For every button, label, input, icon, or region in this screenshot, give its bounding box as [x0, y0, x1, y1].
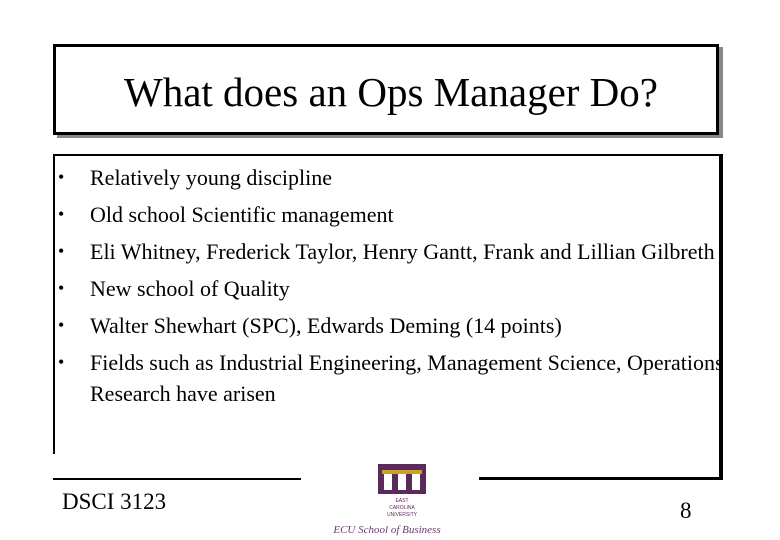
- bullet-text: Fields such as Industrial Engineering, Management Science, Operations Research have arisen: [90, 350, 724, 406]
- bullet-icon: •: [58, 241, 65, 261]
- ecu-logo: [312, 462, 462, 540]
- page-number: 8: [680, 498, 692, 523]
- bullet-text: Relatively young discipline: [90, 165, 332, 190]
- bullet-item: [58, 347, 728, 409]
- bullet-item: [58, 199, 728, 230]
- bullet-list: [58, 162, 728, 415]
- bullet-item: [58, 162, 728, 193]
- logo-line-3: UNIVERSITY: [386, 512, 418, 518]
- bullet-icon: •: [58, 315, 65, 335]
- logo-line-1: EAST: [395, 498, 409, 504]
- ecu-logo-mark-icon: [312, 462, 462, 524]
- bullet-icon: •: [58, 204, 65, 224]
- slide-title-box: [53, 44, 719, 135]
- bullet-item: [58, 236, 728, 267]
- bullet-text: Eli Whitney, Frederick Taylor, Henry Gantt, Frank and Lillian Gilbreth: [90, 239, 715, 264]
- bullet-item: [58, 310, 728, 341]
- bullet-text: New school of Quality: [90, 276, 290, 301]
- frame-left-border: [53, 154, 55, 454]
- logo-caption: ECU School of Business: [333, 524, 441, 536]
- bullet-icon: •: [58, 167, 65, 187]
- bullet-icon: •: [58, 278, 65, 298]
- footer-course-code: DSCI 3123: [62, 489, 167, 514]
- logo-line-2: CAROLINA: [389, 505, 415, 511]
- frame-bottom-left: [53, 478, 301, 480]
- slide-title: What does an Ops Manager Do?: [124, 69, 658, 115]
- bullet-item: [58, 273, 728, 304]
- bullet-text: Walter Shewhart (SPC), Edwards Deming (14 points): [90, 313, 562, 338]
- bullet-icon: •: [58, 352, 65, 372]
- bullet-text: Old school Scientific management: [90, 202, 394, 227]
- frame-bottom-right: [479, 477, 723, 480]
